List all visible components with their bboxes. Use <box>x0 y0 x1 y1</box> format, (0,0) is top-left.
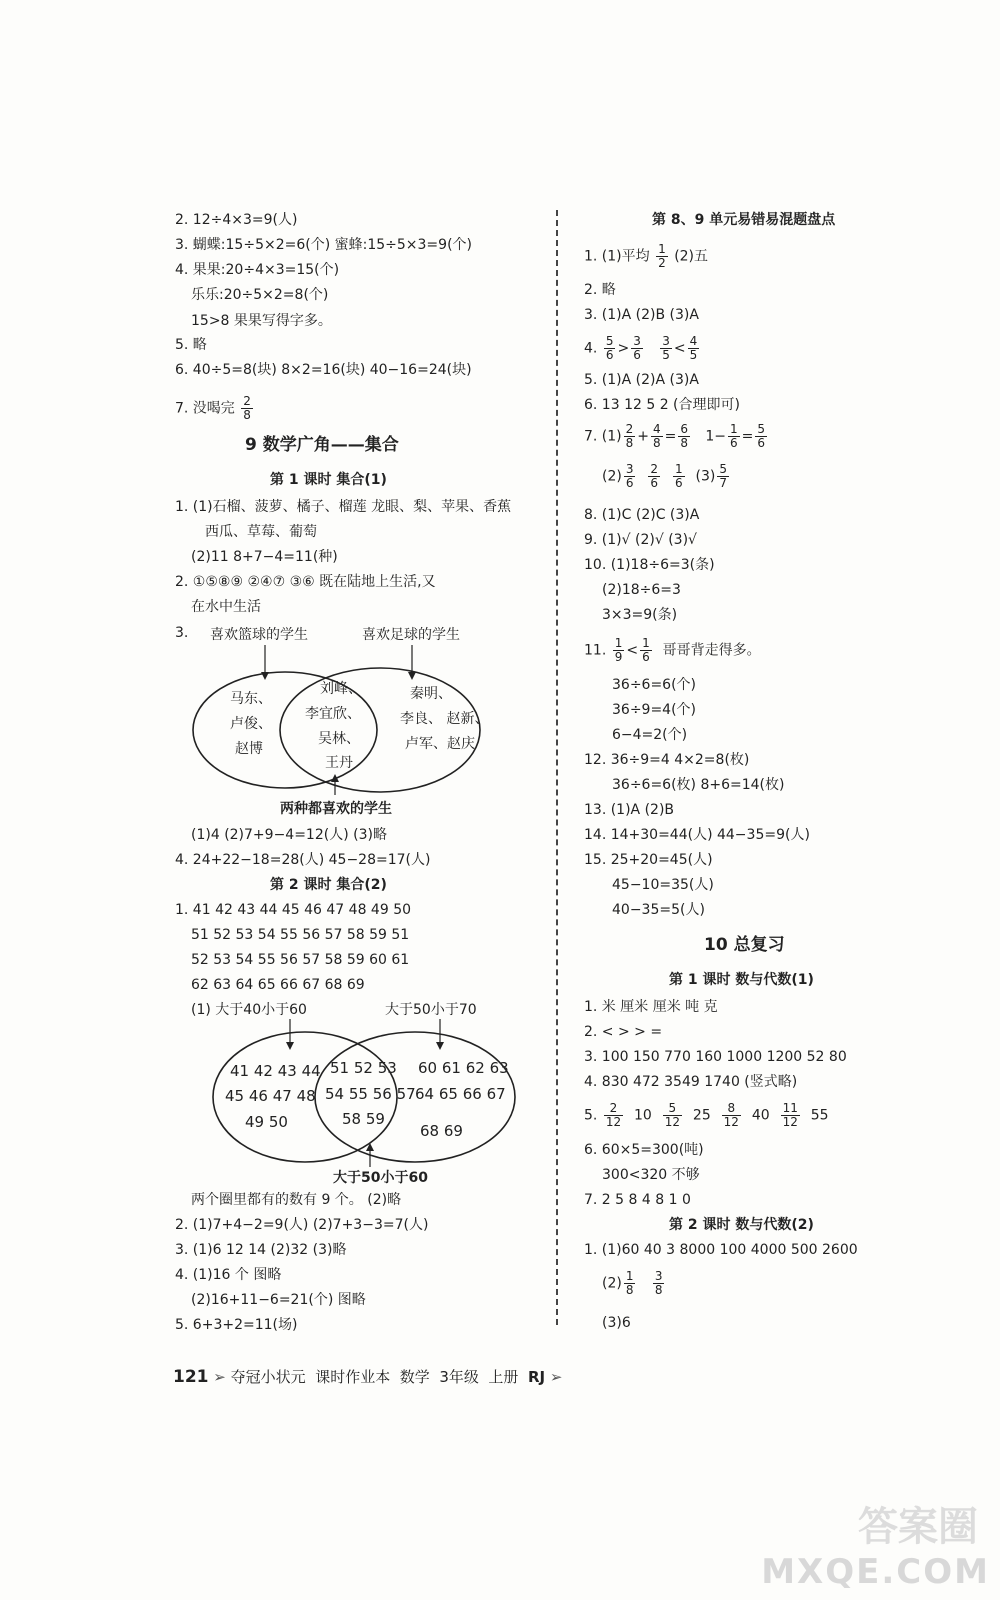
answer-line: 2. (1)7+4−2=9(人) (2)7+3−3=7(人) <box>175 1217 429 1233</box>
section-title-9: 9 数学广角——集合 <box>245 435 399 455</box>
venn-item: 马东、 <box>230 691 272 707</box>
answer-line: 6−4=2(个) <box>612 727 688 743</box>
answer-line: 7. 2 5 8 4 8 1 0 <box>584 1192 691 1208</box>
venn-item: 秦明、 <box>410 686 452 702</box>
venn-item: 李宜欣、 <box>305 706 361 722</box>
venn-number-group: 64 65 66 67 <box>415 1085 506 1103</box>
book-brand: 夺冠小状元 <box>230 1368 306 1386</box>
answer-line: 4. 830 472 3549 1740 (竖式略) <box>584 1074 798 1090</box>
answer-line: 1. (1)石榴、菠萝、橘子、榴莲 龙眼、梨、苹果、香蕉 <box>175 499 512 515</box>
answer-line: 36÷6=6(个) <box>612 677 697 693</box>
answer-line: 3. (1)A (2)B (3)A <box>584 307 699 323</box>
section-title-errors: 第 8、9 单元易错易混题盘点 <box>652 212 836 228</box>
answer-line: 5. 6+3+2=11(场) <box>175 1317 298 1333</box>
venn-item: 吴林、 <box>318 731 360 747</box>
number-row: 62 63 64 65 66 67 68 69 <box>191 977 365 993</box>
answer-line: 300<320 不够 <box>602 1167 700 1183</box>
lesson-title: 第 1 课时 集合(1) <box>270 472 387 488</box>
answer-line: (2)18÷6=3 <box>602 582 681 598</box>
venn-number-group: 41 42 43 44 <box>230 1062 321 1080</box>
answer-line: (1)4 (2)7+9−4=12(人) (3)略 <box>191 827 387 843</box>
answer-line: 10. (1)18÷6=3(条) <box>584 557 715 573</box>
answer-text: 7. 没喝完 <box>175 400 235 417</box>
number-row: 52 53 54 55 56 57 58 59 60 61 <box>191 952 410 968</box>
book-edition: RJ <box>527 1368 546 1386</box>
watermark-logo: 答案圈 <box>858 1504 978 1550</box>
answer-line: 两个圈里都有的数有 9 个。 (2)略 <box>191 1192 402 1208</box>
book-grade: 3年级 <box>439 1368 479 1386</box>
fraction: $\frac{2}{8}$ <box>243 394 251 422</box>
answer-line: 4. (1)16 个 图略 <box>175 1267 282 1283</box>
venn-number-group: 49 50 <box>245 1113 288 1131</box>
book-subject: 数学 <box>399 1368 430 1386</box>
answer-line: 12. 36÷9=4 4×2=8(枚) <box>584 752 750 768</box>
venn-item: 王丹 <box>325 755 353 771</box>
answer-line: 3. 蝴蝶:15÷5×2=6(个) 蜜蜂:15÷5×3=9(个) <box>175 237 472 253</box>
number-row: 1. 41 42 43 44 45 46 47 48 49 50 <box>175 902 412 918</box>
answer-line: 13. (1)A (2)B <box>584 802 675 818</box>
book-volume: 上册 <box>488 1368 519 1386</box>
venn-number-group: 58 59 <box>342 1110 385 1128</box>
answer-line: (3)6 <box>602 1315 631 1331</box>
answer-line: 3×3=9(条) <box>602 607 678 623</box>
answer-line: 1. (1)平均 $\frac{1}{2}$ (2)五 <box>584 242 709 270</box>
venn-label-50-60: 大于50小于60 <box>333 1170 428 1186</box>
answer-line: 1. (1)60 40 3 8000 100 4000 500 2600 <box>584 1242 858 1258</box>
arrow-icon: ➢ <box>549 1368 563 1386</box>
answer-line: 1. 米 厘米 厘米 吨 克 <box>584 999 718 1015</box>
arrow-icon: ➢ <box>213 1368 226 1386</box>
answer-line: 5. (1)A (2)A (3)A <box>584 372 699 388</box>
venn-diagram-1 <box>190 620 510 820</box>
answer-line: (2)16+11−6=21(个) 图略 <box>191 1292 366 1308</box>
venn-diagram-2 <box>185 997 525 1187</box>
section-title-10: 10 总复习 <box>704 935 785 955</box>
answer-line: 6. 40÷5=8(块) 8×2=16(块) 40−16=24(块) <box>175 362 472 378</box>
answer-line: 6. 60×5=300(吨) <box>584 1142 704 1158</box>
answer-line: 4. $\frac{5}{6}$ > $\frac{3}{6}$ $\frac{3}{5}$ < $\frac{4}{5}$ <box>584 334 698 362</box>
answer-line: 4. 果果:20÷4×3=15(个) <box>175 262 340 278</box>
answer-line: 5. 略 <box>175 337 207 353</box>
venn-number-group: 54 55 56 57 <box>325 1085 416 1103</box>
answer-line: 6. 13 12 5 2 (合理即可) <box>584 397 740 413</box>
venn-item: 卢俊、 <box>230 716 272 732</box>
answer-line: 5. $\frac{2}{12}$ 10 $\frac{5}{12}$ 25 $\frac{8}{12}$ 40 $\frac{11}{12}$ 55 <box>584 1101 829 1129</box>
number-row: 51 52 53 54 55 56 57 58 59 51 <box>191 927 410 943</box>
page-number: 121 <box>173 1367 209 1387</box>
answer-line: 14. 14+30=44(人) 44−35=9(人) <box>584 827 810 843</box>
answer-line: (2) $\frac{1}{8}$ $\frac{3}{8}$ <box>602 1269 663 1297</box>
venn-label-basketball: 喜欢篮球的学生 <box>210 627 308 643</box>
venn-number-group: 68 69 <box>420 1122 463 1140</box>
venn-label-football: 喜欢足球的学生 <box>362 627 460 643</box>
answer-line: 3. <box>175 625 189 641</box>
answer-line: 2. < > > = <box>584 1024 663 1040</box>
venn-item: 刘峰、 <box>320 681 362 697</box>
answer-line: 9. (1)√ (2)√ (3)√ <box>584 532 697 548</box>
venn-item: 李良、 赵新、 <box>400 711 489 727</box>
lesson-title: 第 1 课时 数与代数(1) <box>669 972 814 988</box>
answer-line: 3. (1)6 12 14 (2)32 (3)略 <box>175 1242 347 1258</box>
column-divider <box>556 210 558 1325</box>
answer-line <box>175 395 255 422</box>
venn-number-group: 51 52 53 <box>330 1059 397 1077</box>
venn-number-group: 60 61 62 63 <box>418 1059 509 1077</box>
venn-item: 卢军、赵庆 <box>405 736 475 752</box>
answer-line: 15>8 果果写得字多。 <box>191 313 332 329</box>
answer-line: 3. 100 150 770 160 1000 1200 52 80 <box>584 1049 847 1065</box>
page-footer <box>173 1366 562 1387</box>
venn-label-50-70: 大于50小于70 <box>385 1002 477 1018</box>
venn-number-group: 45 46 47 48 <box>225 1087 316 1105</box>
answer-line: 36÷6=6(枚) 8+6=14(枚) <box>612 777 785 793</box>
answer-line: 2. 略 <box>584 282 616 298</box>
lesson-title: 第 2 课时 集合(2) <box>270 877 387 893</box>
answer-line: 在水中生活 <box>191 599 261 615</box>
answer-line: 45−10=35(人) <box>612 877 714 893</box>
answer-line: 7. (1) $\frac{2}{8}$ + $\frac{4}{8}$ = $\frac{6}{8}$ 1− $\frac{1}{6}$ = $\frac{5}{6}$ <box>584 422 766 450</box>
fraction: $\frac{1}{2}$ <box>658 242 666 270</box>
venn-item: 赵博 <box>235 741 263 757</box>
answer-line: (2)11 8+7−4=11(种) <box>191 549 338 565</box>
venn-label-40-60: (1) 大于40小于60 <box>191 1002 307 1018</box>
book-series: 课时作业本 <box>315 1368 391 1386</box>
answer-line: 西瓜、草莓、葡萄 <box>205 524 317 540</box>
venn-label-both: 两种都喜欢的学生 <box>280 801 392 817</box>
answer-line: 11. $\frac{1}{9}$ < $\frac{1}{6}$ 哥哥背走得多。 <box>584 636 761 664</box>
lesson-title: 第 2 课时 数与代数(2) <box>669 1217 814 1233</box>
watermark-url: MXQE.COM <box>761 1552 990 1592</box>
answer-line: 乐乐:20÷5×2=8(个) <box>191 287 329 303</box>
answer-line: 36÷9=4(个) <box>612 702 697 718</box>
answer-line: 8. (1)C (2)C (3)A <box>584 507 700 523</box>
answer-line: 15. 25+20=45(人) <box>584 852 713 868</box>
answer-line: 2. 12÷4×3=9(人) <box>175 212 298 228</box>
answer-line: 4. 24+22−18=28(人) 45−28=17(人) <box>175 852 431 868</box>
answer-line: (2) $\frac{3}{6}$ $\frac{2}{6}$ $\frac{1}{6}$ (3) $\frac{5}{7}$ <box>602 462 727 490</box>
answer-line: 2. ①⑤⑧⑨ ②④⑦ ③⑥ 既在陆地上生活,又 <box>175 574 436 590</box>
answer-line: 40−35=5(人) <box>612 902 705 918</box>
